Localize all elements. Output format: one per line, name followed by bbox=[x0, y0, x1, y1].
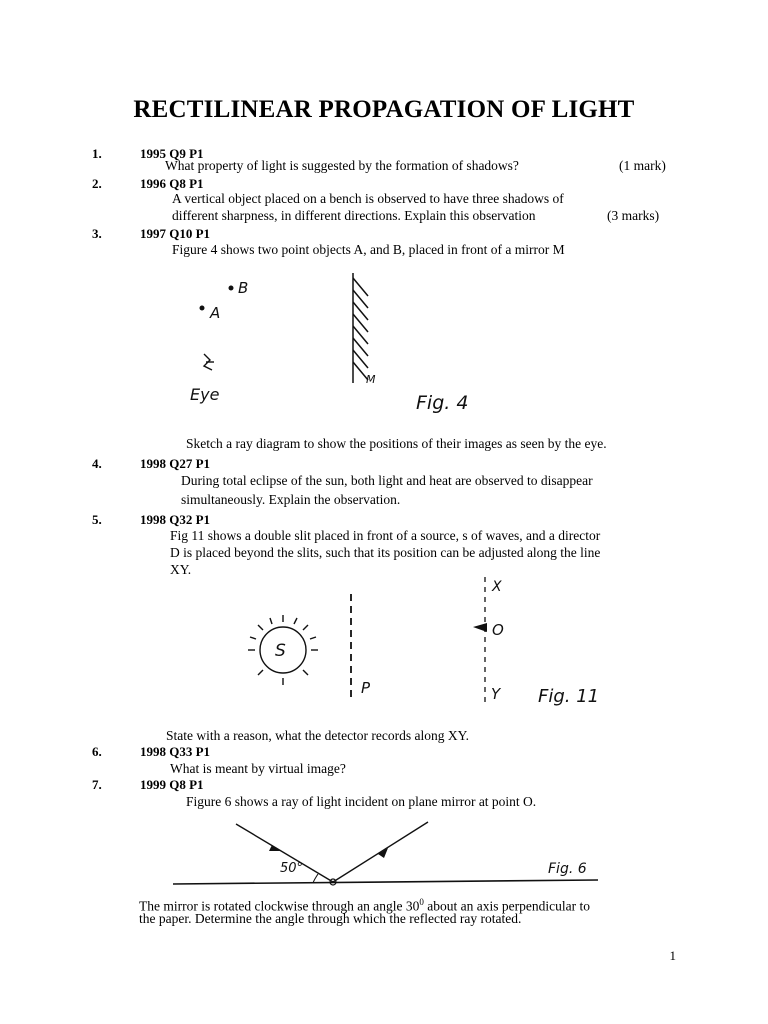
incident-arrow bbox=[269, 845, 280, 851]
question-7-followup-a: The mirror is rotated clockwise through an angle 30 bbox=[139, 898, 420, 914]
figure-4-caption: Fig. 4 bbox=[416, 392, 469, 414]
mirror-m bbox=[353, 273, 368, 383]
question-2-source: 1996 Q8 P1 bbox=[140, 176, 204, 191]
page-title: RECTILINEAR PROPAGATION OF LIGHT bbox=[133, 96, 635, 123]
question-5-text-line1: Fig 11 shows a double slit placed in front of a source, s of waves, and a director bbox=[170, 528, 601, 543]
question-3-instruction: Sketch a ray diagram to show the positions of their images as seen by the eye. bbox=[186, 436, 607, 451]
question-5-number: 5. bbox=[92, 512, 102, 527]
reflected-ray bbox=[333, 822, 428, 882]
question-5-instruction: State with a reason, what the detector records along XY. bbox=[166, 728, 470, 743]
question-4-text-line1: During total eclipse of the sun, both light and heat are observed to disappear bbox=[181, 473, 593, 488]
question-7-number: 7. bbox=[92, 777, 102, 792]
figure-11 bbox=[245, 572, 600, 712]
question-1-source: 1995 Q9 P1 bbox=[140, 146, 204, 161]
figure-6-caption: Fig. 6 bbox=[548, 861, 587, 877]
question-6-number: 6. bbox=[92, 744, 102, 759]
degree-superscript: 0 bbox=[419, 897, 424, 907]
question-7-source: 1999 Q8 P1 bbox=[140, 777, 204, 792]
eye-label: Eye bbox=[190, 385, 220, 404]
question-1-marks: (1 mark) bbox=[619, 158, 666, 173]
figure-6 bbox=[168, 818, 608, 890]
question-5-source: 1998 Q32 P1 bbox=[140, 512, 211, 527]
slit-label-p: P bbox=[361, 679, 371, 697]
question-3-source: 1997 Q10 P1 bbox=[140, 226, 211, 241]
question-4-number: 4. bbox=[92, 456, 102, 471]
question-7-text: Figure 6 shows a ray of light incident on plane mirror at point O. bbox=[186, 794, 537, 809]
label-o: O bbox=[492, 621, 504, 639]
point-b-label: B bbox=[238, 279, 249, 297]
point-b-dot bbox=[229, 286, 234, 291]
question-7-followup-b: about an axis perpendicular to bbox=[427, 898, 590, 914]
question-1-text: What property of light is suggested by the formation of shadows? bbox=[165, 158, 519, 173]
question-3-number: 3. bbox=[92, 226, 102, 241]
figure-11-caption: Fig. 11 bbox=[538, 686, 600, 707]
question-6-source: 1998 Q33 P1 bbox=[140, 744, 211, 759]
label-x: X bbox=[492, 579, 502, 595]
eye-icon bbox=[204, 354, 214, 370]
question-7-followup-line2: the paper. Determine the angle through which the reflected ray rotated. bbox=[139, 911, 522, 926]
question-2-marks: (3 marks) bbox=[607, 208, 660, 223]
plane-mirror bbox=[173, 880, 598, 884]
question-4-text-line2: simultaneously. Explain the observation. bbox=[181, 492, 401, 507]
source-label: S bbox=[275, 641, 286, 661]
angle-arc bbox=[313, 874, 318, 883]
question-2-number: 2. bbox=[92, 176, 102, 191]
angle-label: 50° bbox=[280, 861, 304, 876]
point-a-label: A bbox=[210, 304, 221, 322]
question-5-text-line3: XY. bbox=[170, 562, 192, 577]
page-number: 1 bbox=[669, 948, 676, 963]
question-5-text-line2: D is placed beyond the slits, such that its position can be adjusted along the line bbox=[170, 545, 601, 560]
question-3-text: Figure 4 shows two point objects A, and B, placed in front of a mirror M bbox=[172, 242, 565, 257]
point-a-dot bbox=[200, 306, 205, 311]
question-2-text-line2: different sharpness, in different directions. Explain this observation bbox=[172, 208, 536, 223]
question-2-text-line1: A vertical object placed on a bench is observed to have three shadows of bbox=[172, 191, 564, 206]
question-1-number: 1. bbox=[92, 146, 102, 161]
mirror-label: M bbox=[366, 373, 376, 386]
detector-d bbox=[473, 623, 487, 632]
label-y: Y bbox=[491, 685, 501, 703]
question-6-text: What is meant by virtual image? bbox=[170, 761, 346, 776]
question-4-source: 1998 Q27 P1 bbox=[140, 456, 211, 471]
figure-4 bbox=[170, 268, 490, 418]
